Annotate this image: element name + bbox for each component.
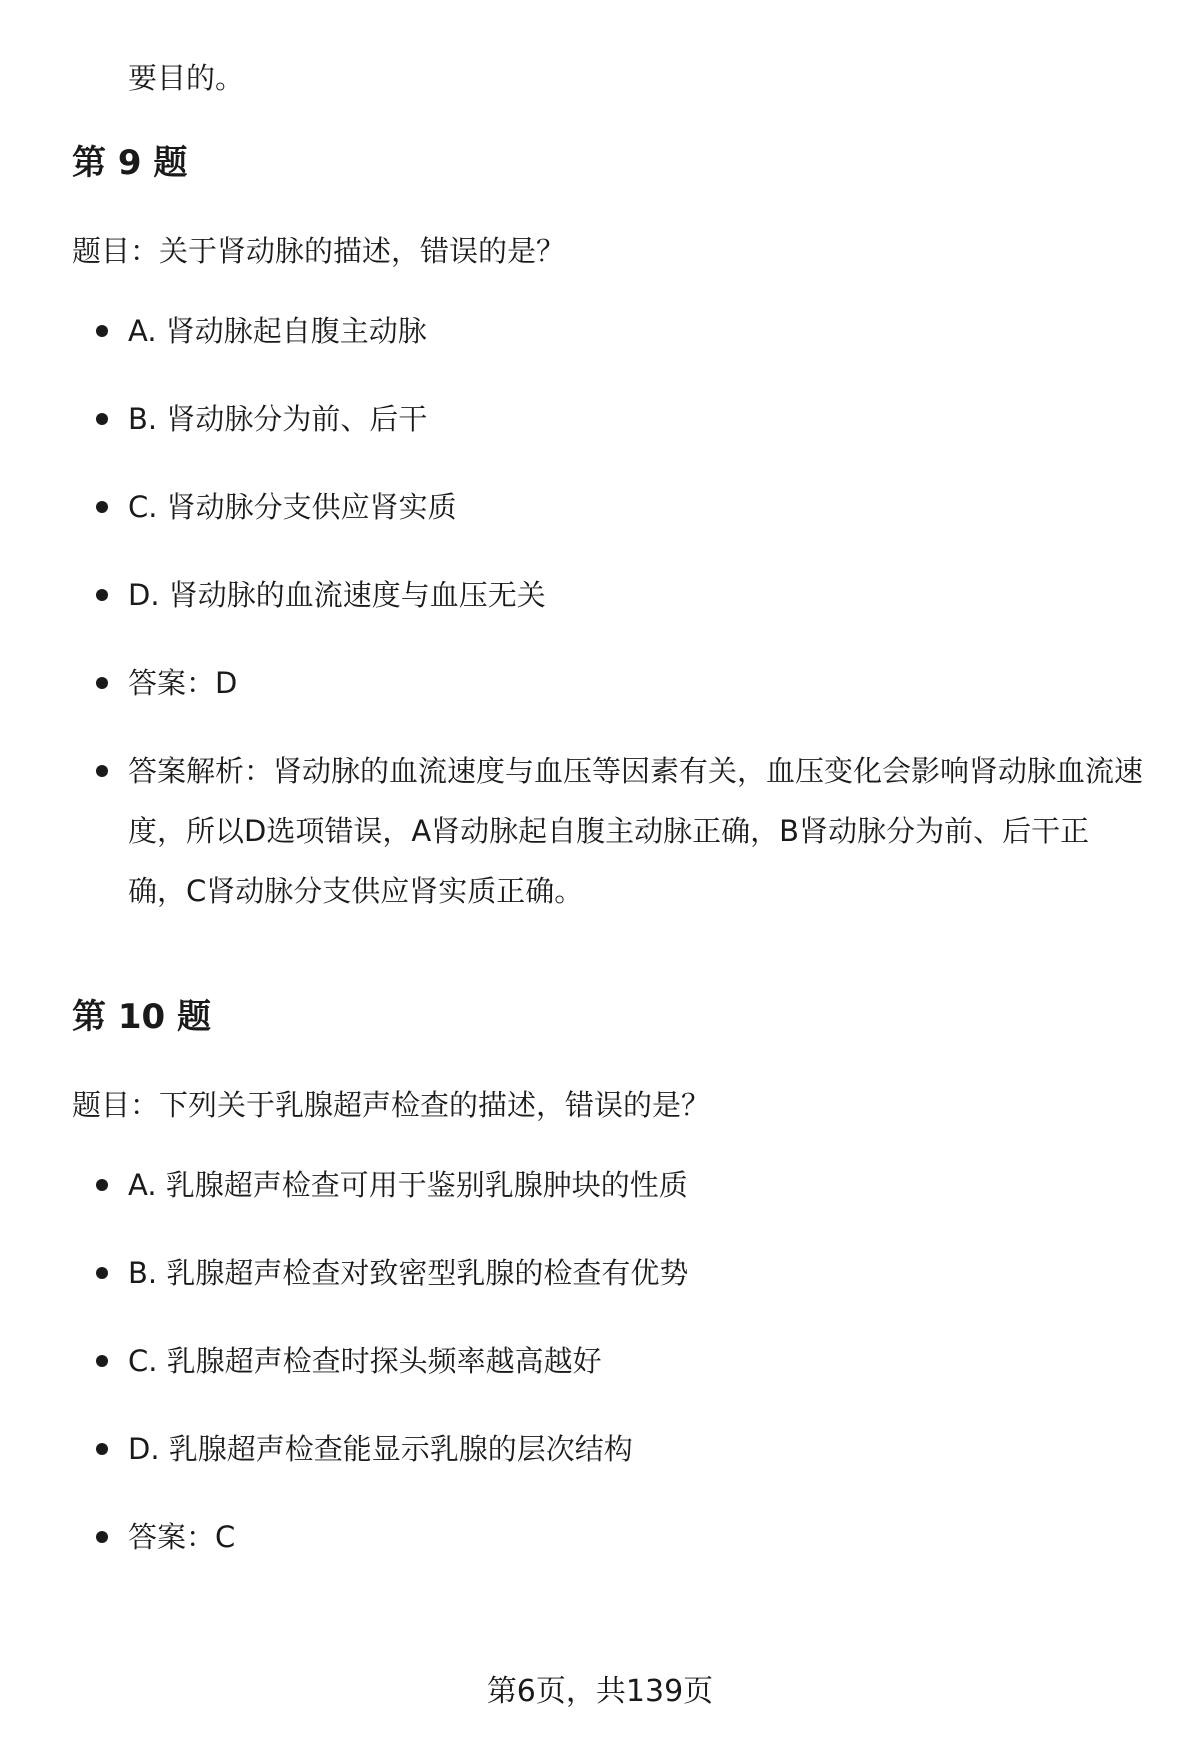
option-text: C. 肾动脉分支供应肾实质 [128,490,457,524]
bullet-icon [96,413,108,425]
question-9-option-d [96,565,1146,625]
question-10-option-a [96,1155,1146,1215]
question-9-option-b [96,389,1146,449]
question-9-answer [96,653,1146,713]
bullet-icon [96,325,108,337]
option-text: A. 肾动脉起自腹主动脉 [128,314,427,348]
question-9-option-c [96,477,1146,537]
page-footer: 第6页，共139页 [486,1674,714,1709]
bullet-icon [96,1531,108,1543]
question-10-option-b [96,1243,1146,1303]
question-9-heading: 第 9 题 [72,143,188,183]
bullet-icon [96,1355,108,1367]
question-9-explanation [96,741,1146,921]
option-text: A. 乳腺超声检查可用于鉴别乳腺肿块的性质 [128,1168,688,1202]
bullet-icon [96,1267,108,1279]
answer-text: 答案：D [128,666,238,700]
question-9-stem: 题目：关于肾动脉的描述，错误的是？ [72,234,566,268]
option-text: B. 肾动脉分为前、后干 [128,402,428,436]
bullet-icon [96,677,108,689]
answer-text: 答案：C [128,1520,236,1554]
question-10-option-d [96,1419,1146,1479]
question-10-answer [96,1507,1146,1567]
option-text: B. 乳腺超声检查对致密型乳腺的检查有优势 [128,1256,689,1290]
bullet-icon [96,589,108,601]
bullet-icon [96,1179,108,1191]
bullet-icon [96,501,108,513]
option-text: D. 肾动脉的血流速度与血压无关 [128,578,546,612]
question-9-option-a [96,301,1146,361]
question-10-stem: 题目：下列关于乳腺超声检查的描述，错误的是？ [72,1088,711,1122]
bullet-icon [96,1443,108,1455]
question-10-option-c [96,1331,1146,1391]
option-text: D. 乳腺超声检查能显示乳腺的层次结构 [128,1432,633,1466]
question-10-heading: 第 10 题 [72,997,211,1037]
option-text: C. 乳腺超声检查时探头频率越高越好 [128,1344,602,1378]
continuation-text: 要目的。 [128,61,245,95]
bullet-icon [96,765,108,777]
explanation-text: 答案解析：肾动脉的血流速度与血压等因素有关，血压变化会影响肾动脉血流速度，所以D选项错误，A肾动脉起自腹主动脉正确，B肾动脉分为前、后干正确，C肾动脉分支供应肾实质正确。 [128,754,1144,908]
